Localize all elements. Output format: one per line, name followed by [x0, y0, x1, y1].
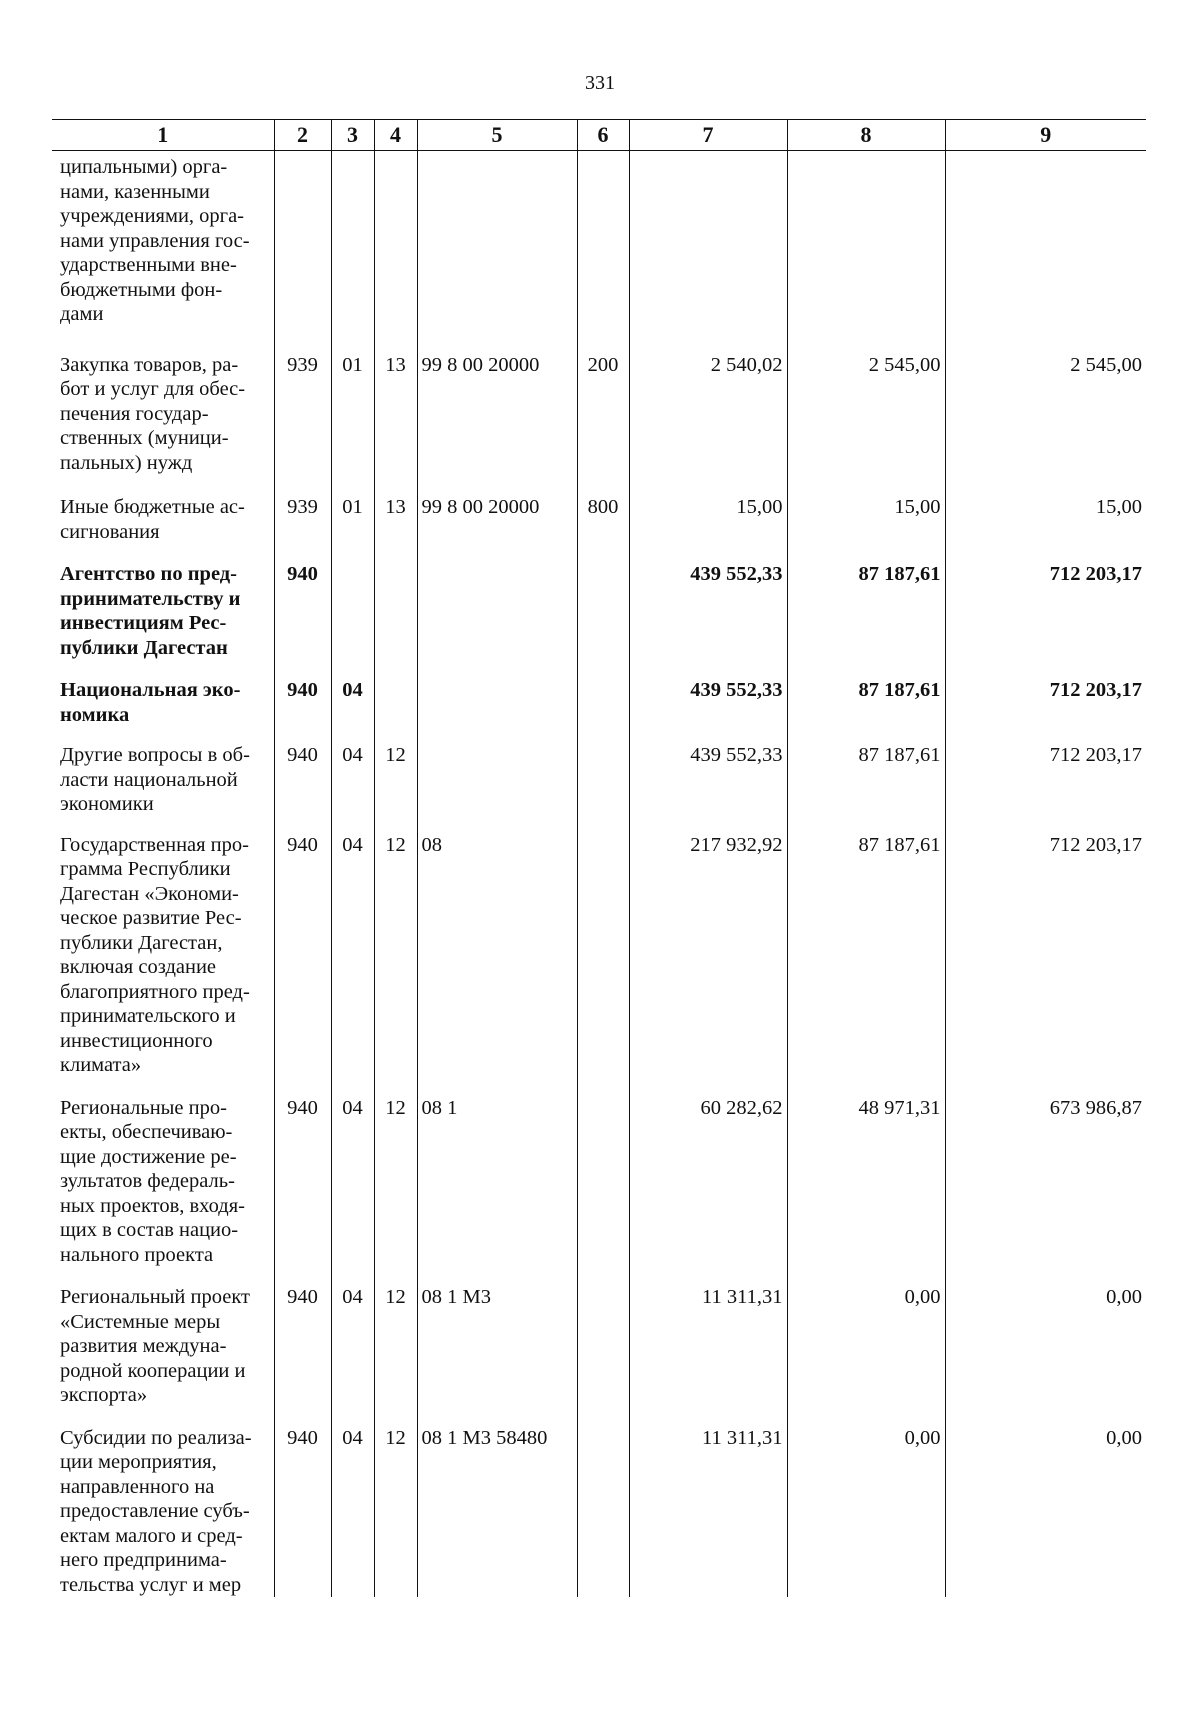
row-name-line: Субсидии по реализа-: [60, 1426, 252, 1449]
section-code-cell: [331, 558, 374, 674]
col-header-9: 9: [945, 120, 1146, 151]
amount-col9-cell: 2 545,00: [945, 349, 1146, 492]
amount-col9-cell: 15,00: [945, 491, 1146, 558]
row-name-line: Агентство по пред-: [60, 563, 237, 585]
amount-col9-cell: 673 986,87: [945, 1092, 1146, 1282]
section-code-cell: 04: [331, 829, 374, 1092]
row-name-line: дами: [60, 303, 104, 325]
gr-code-cell: 940: [274, 558, 331, 674]
amount-col8-cell: 15,00: [787, 491, 945, 558]
target-article-cell: 99 8 00 20000: [417, 491, 577, 558]
expense-type-cell: [577, 674, 629, 739]
row-name-cell: [52, 829, 274, 1092]
target-article-cell: [417, 674, 577, 739]
row-name-line: Дагестан «Экономи-: [60, 882, 239, 905]
row-name-line: пальных) нужд: [60, 451, 193, 474]
subsection-code-cell: [374, 151, 417, 349]
table-body: [52, 151, 1146, 1598]
row-name-line: публики Дагестан,: [60, 931, 223, 954]
expense-type-cell: [577, 151, 629, 349]
row-name-line: тельства услуг и мер: [60, 1573, 242, 1596]
amount-col7-cell: 60 282,62: [629, 1092, 787, 1282]
row-name-cell: [52, 1422, 274, 1598]
table-row: [52, 491, 1146, 558]
row-name-line: инвестициям Рес-: [60, 612, 227, 634]
gr-code-cell: 940: [274, 739, 331, 829]
row-name-line: ции мероприятия,: [60, 1451, 217, 1473]
row-name-line: предоставление субъ-: [60, 1500, 250, 1522]
row-name-cell: [52, 558, 274, 674]
subsection-code-cell: [374, 558, 417, 674]
target-article-cell: 08 1 M3: [417, 1281, 577, 1422]
row-name-line: ударственными вне-: [60, 254, 237, 276]
table-row: [52, 739, 1146, 829]
page-number: 331: [585, 72, 615, 94]
gr-code-cell: 940: [274, 1281, 331, 1422]
amount-col9-cell: 0,00: [945, 1281, 1146, 1422]
target-article-cell: [417, 558, 577, 674]
row-name-line: щие достижение ре-: [60, 1145, 237, 1168]
expense-type-cell: [577, 1422, 629, 1598]
section-code-cell: 04: [331, 739, 374, 829]
row-name-cell: [52, 349, 274, 492]
row-name-line: Национальная эко-: [60, 679, 241, 701]
amount-col9-cell: 712 203,17: [945, 739, 1146, 829]
row-name-line: екты, обеспечиваю-: [60, 1121, 233, 1143]
row-name-line: бюджетными фон-: [60, 278, 223, 301]
section-code-cell: 04: [331, 1092, 374, 1282]
table-row: [52, 1092, 1146, 1282]
amount-col8-cell: 87 187,61: [787, 674, 945, 739]
col-header-5: 5: [417, 120, 577, 151]
gr-code-cell: [274, 151, 331, 349]
expense-type-cell: 800: [577, 491, 629, 558]
row-name-line: принимательству и: [60, 587, 241, 610]
row-name-cell: [52, 151, 274, 349]
table-row: [52, 1422, 1146, 1598]
amount-col9-cell: [945, 151, 1146, 349]
row-name-line: экспорта»: [60, 1384, 148, 1406]
row-name-line: родной кооперации и: [60, 1359, 246, 1382]
gr-code-cell: 940: [274, 1422, 331, 1598]
row-name-line: Региональный проект: [60, 1286, 250, 1308]
table-row: [52, 558, 1146, 674]
subsection-code-cell: 12: [374, 1092, 417, 1282]
amount-col7-cell: 15,00: [629, 491, 787, 558]
gr-code-cell: 940: [274, 674, 331, 739]
section-code-cell: [331, 151, 374, 349]
row-name-line: Другие вопросы в об-: [60, 744, 250, 766]
amount-col8-cell: 0,00: [787, 1422, 945, 1598]
row-name-line: включая создание: [60, 956, 217, 978]
expense-type-cell: 200: [577, 349, 629, 492]
table-row: [52, 151, 1146, 349]
amount-col7-cell: 439 552,33: [629, 558, 787, 674]
row-name-line: ласти национальной: [60, 768, 238, 791]
row-name-line: направленного на: [60, 1475, 215, 1498]
section-code-cell: 01: [331, 491, 374, 558]
amount-col7-cell: 217 932,92: [629, 829, 787, 1092]
amount-col8-cell: 0,00: [787, 1281, 945, 1422]
amount-col9-cell: 0,00: [945, 1422, 1146, 1598]
row-name-line: нального проекта: [60, 1243, 214, 1266]
target-article-cell: 99 8 00 20000: [417, 349, 577, 492]
row-name-cell: [52, 674, 274, 739]
row-name-line: ческое развитие Рес-: [60, 907, 242, 929]
amount-col8-cell: 87 187,61: [787, 739, 945, 829]
col-header-3: 3: [331, 120, 374, 151]
expense-type-cell: [577, 1092, 629, 1282]
amount-col8-cell: [787, 151, 945, 349]
row-name-line: номика: [60, 703, 130, 726]
row-name-line: публики Дагестан: [60, 636, 228, 659]
row-name-cell: [52, 1281, 274, 1422]
subsection-code-cell: 12: [374, 1281, 417, 1422]
table-row: [52, 674, 1146, 739]
row-name-line: ектам малого и сред-: [60, 1524, 243, 1547]
expense-type-cell: [577, 558, 629, 674]
row-name-line: учреждениями, орга-: [60, 205, 244, 227]
budget-table: [52, 119, 1146, 1597]
amount-col8-cell: 2 545,00: [787, 349, 945, 492]
expense-type-cell: [577, 739, 629, 829]
gr-code-cell: 939: [274, 349, 331, 492]
row-name-line: климата»: [60, 1054, 142, 1076]
col-header-1: 1: [52, 120, 274, 151]
amount-col7-cell: [629, 151, 787, 349]
row-name-line: Региональные про-: [60, 1096, 227, 1119]
col-header-6: 6: [577, 120, 629, 151]
target-article-cell: 08 1 M3 58480: [417, 1422, 577, 1598]
row-name-line: Государственная про-: [60, 833, 249, 856]
row-name-line: принимательского и: [60, 1005, 236, 1027]
row-name-line: грамма Республики: [60, 858, 231, 880]
amount-col7-cell: 2 540,02: [629, 349, 787, 492]
col-header-2: 2: [274, 120, 331, 151]
row-name-line: щих в состав нацио-: [60, 1219, 239, 1241]
row-name-cell: [52, 739, 274, 829]
amount-col9-cell: 712 203,17: [945, 674, 1146, 739]
row-name-line: инвестиционного: [60, 1029, 213, 1052]
target-article-cell: [417, 739, 577, 829]
amount-col9-cell: 712 203,17: [945, 829, 1146, 1092]
section-code-cell: 04: [331, 674, 374, 739]
row-name-line: печения государ-: [60, 402, 209, 425]
row-name-line: сигнования: [60, 520, 160, 543]
row-name-line: бот и услуг для обес-: [60, 378, 246, 400]
row-name-line: благоприятного пред-: [60, 980, 250, 1003]
amount-col7-cell: 439 552,33: [629, 739, 787, 829]
row-name-line: нами, казенными: [60, 180, 210, 203]
row-name-line: ных проектов, входя-: [60, 1194, 245, 1217]
row-name-line: Закупка товаров, ра-: [60, 353, 239, 376]
target-article-cell: [417, 151, 577, 349]
row-name-line: «Системные меры: [60, 1310, 221, 1333]
amount-col9-cell: 712 203,17: [945, 558, 1146, 674]
table-row: [52, 1281, 1146, 1422]
amount-col8-cell: 87 187,61: [787, 829, 945, 1092]
amount-col7-cell: 11 311,31: [629, 1281, 787, 1422]
col-header-4: 4: [374, 120, 417, 151]
amount-col8-cell: 87 187,61: [787, 558, 945, 674]
amount-col8-cell: 48 971,31: [787, 1092, 945, 1282]
amount-col7-cell: 11 311,31: [629, 1422, 787, 1598]
target-article-cell: 08: [417, 829, 577, 1092]
row-name-line: нами управления гос-: [60, 229, 250, 252]
col-header-7: 7: [629, 120, 787, 151]
amount-col7-cell: 439 552,33: [629, 674, 787, 739]
subsection-code-cell: 13: [374, 349, 417, 492]
col-header-8: 8: [787, 120, 945, 151]
section-code-cell: 04: [331, 1422, 374, 1598]
target-article-cell: 08 1: [417, 1092, 577, 1282]
row-name-line: зультатов федераль-: [60, 1170, 235, 1192]
section-code-cell: 04: [331, 1281, 374, 1422]
expense-type-cell: [577, 1281, 629, 1422]
section-code-cell: 01: [331, 349, 374, 492]
row-name-line: ственных (муници-: [60, 427, 229, 449]
subsection-code-cell: 13: [374, 491, 417, 558]
expense-type-cell: [577, 829, 629, 1092]
subsection-code-cell: 12: [374, 1422, 417, 1598]
row-name-line: него предпринима-: [60, 1549, 227, 1571]
row-name-cell: [52, 491, 274, 558]
subsection-code-cell: 12: [374, 739, 417, 829]
gr-code-cell: 940: [274, 829, 331, 1092]
row-name-line: экономики: [60, 793, 154, 815]
row-name-line: Иные бюджетные ас-: [60, 496, 245, 518]
row-name-line: ципальными) орга-: [60, 156, 228, 178]
row-name-line: развития междуна-: [60, 1335, 227, 1357]
subsection-code-cell: [374, 674, 417, 739]
table-row: [52, 349, 1146, 492]
subsection-code-cell: 12: [374, 829, 417, 1092]
row-name-cell: [52, 1092, 274, 1282]
gr-code-cell: 939: [274, 491, 331, 558]
gr-code-cell: 940: [274, 1092, 331, 1282]
table-row: [52, 829, 1146, 1092]
header-row: [52, 120, 1146, 151]
